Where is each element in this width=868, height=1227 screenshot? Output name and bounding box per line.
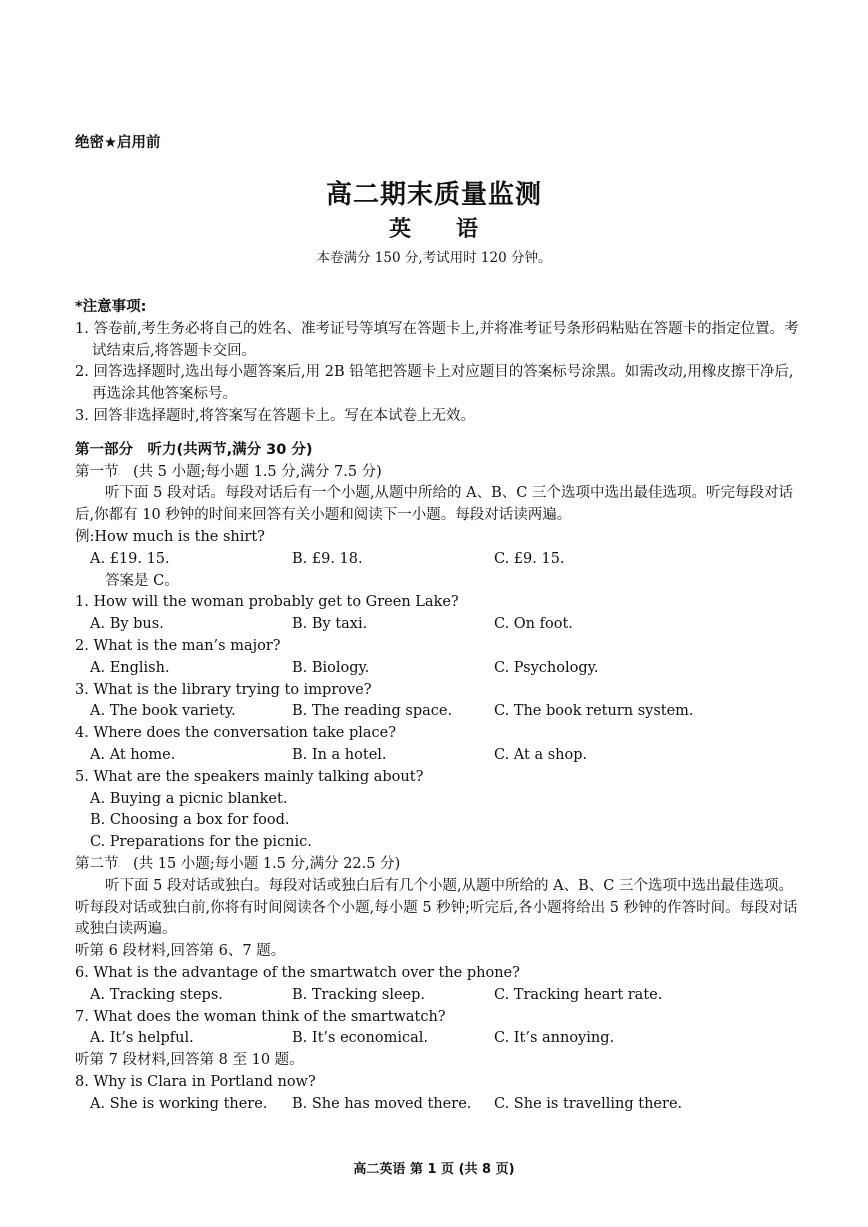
option-c: C. The book return system. (494, 703, 694, 720)
section1-heading: 第一节 (共 5 小题;每小题 1.5 分,满分 7.5 分) (75, 463, 382, 480)
page-footer: 高二英语 第 1 页 (共 8 页) (353, 1162, 515, 1177)
section2-instructions: 听下面 5 段对话或独白。每段对话或独白后有几个小题,从题中所给的 A、B、C 三个选项中选出最佳选项。听每段对话或独白前,你将有时间阅读各个小题,每小题 5 秒钟;听完后,各小题将给出 5 秒钟的作答时间。每段对话或独白读两遍。 (75, 877, 798, 938)
option-c: C. Psychology. (494, 659, 599, 676)
option-c: C. At a shop. (494, 746, 588, 763)
question-1-options (75, 614, 800, 636)
question-7: 7. What does the woman think of the smartwatch? (75, 1008, 446, 1025)
option-c: C. She is travelling there. (494, 1095, 683, 1112)
notice-item: 1. 答卷前,考生务必将自己的姓名、准考证号等填写在答题卡上,并将准考证号条形码粘贴在答题卡的指定位置。考试结束后,将答题卡交回。 (75, 320, 799, 359)
option-a: A. English. (90, 659, 170, 676)
exam-content (75, 297, 800, 1115)
example-options (75, 549, 800, 571)
question-5: 5. What are the speakers mainly talking about? (75, 768, 424, 785)
option-a: A. Buying a picnic blanket. (90, 790, 288, 807)
option-c: C. It’s annoying. (494, 1030, 615, 1047)
question-7-options (75, 1028, 800, 1050)
subject-char-1: 英 (388, 216, 412, 242)
question-8: 8. Why is Clara in Portland now? (75, 1073, 316, 1090)
notice-item: 2. 回答选择题时,选出每小题答案后,用 2B 铅笔把答题卡上对应题目的答案标号涂黑。如需改动,用橡皮擦干净后,再选涂其他答案标号。 (75, 364, 794, 403)
notice-item: 3. 回答非选择题时,将答案写在答题卡上。写在本试卷上无效。 (75, 407, 476, 424)
question-4: 4. Where does the conversation take place? (75, 725, 396, 742)
option-b: B. It’s economical. (292, 1030, 428, 1047)
option-c: C. On foot. (494, 616, 573, 633)
option-a: A. By bus. (90, 616, 164, 633)
option-a: A. £19. 15. (90, 550, 170, 567)
notice-heading: *注意事项: (75, 299, 147, 315)
question-1: 1. How will the woman probably get to Green Lake? (75, 594, 459, 611)
option-a: A. She is working there. (90, 1095, 268, 1112)
example-question: 例:How much is the shirt? (75, 528, 265, 545)
question-8-options (75, 1094, 800, 1116)
question-3: 3. What is the library trying to improve? (75, 681, 372, 698)
part1-heading: 第一部分 听力(共两节,满分 30 分) (75, 441, 313, 458)
subject-title (0, 212, 868, 243)
option-b: B. The reading space. (292, 703, 453, 720)
section2-heading: 第二节 (共 15 小题;每小题 1.5 分,满分 22.5 分) (75, 855, 401, 872)
option-b: B. She has moved there. (292, 1095, 472, 1112)
option-c: C. £9. 15. (494, 550, 565, 567)
option-b: B. £9. 18. (292, 550, 363, 567)
option-c: C. Preparations for the picnic. (90, 834, 312, 851)
question-6: 6. What is the advantage of the smartwatch over the phone? (75, 964, 520, 981)
exam-title: 高二期末质量监测 (325, 180, 542, 210)
option-b: B. By taxi. (292, 616, 368, 633)
section1-instructions: 听下面 5 段对话。每段对话后有一个小题,从题中所给的 A、B、C 三个选项中选出最佳选项。听完每段对话后,你都有 10 秒钟的时间来回答有关小题和阅读下一小题。每段对话读两遍。 (75, 485, 793, 524)
option-a: A. The book variety. (90, 703, 236, 720)
option-b: B. Tracking sleep. (292, 986, 426, 1003)
confidential-label: 绝密★启用前 (75, 135, 161, 151)
example-answer: 答案是 C。 (105, 572, 179, 589)
material-6: 听第 6 段材料,回答第 6、7 题。 (75, 943, 286, 960)
question-4-options (75, 745, 800, 767)
option-b: B. Biology. (292, 659, 370, 676)
question-6-options (75, 985, 800, 1007)
option-a: A. It’s helpful. (90, 1030, 194, 1047)
question-2: 2. What is the man’s major? (75, 637, 281, 654)
option-c: C. Tracking heart rate. (494, 986, 663, 1003)
subject-char-2: 语 (456, 216, 480, 242)
question-2-options (75, 658, 800, 680)
material-7: 听第 7 段材料,回答第 8 至 10 题。 (75, 1052, 304, 1069)
question-3-options (75, 701, 800, 723)
option-a: A. At home. (90, 746, 176, 763)
option-b: B. In a hotel. (292, 746, 387, 763)
exam-meta: 本卷满分 150 分,考试用时 120 分钟。 (316, 250, 552, 266)
option-b: B. Choosing a box for food. (90, 812, 290, 829)
option-a: A. Tracking steps. (90, 986, 223, 1003)
